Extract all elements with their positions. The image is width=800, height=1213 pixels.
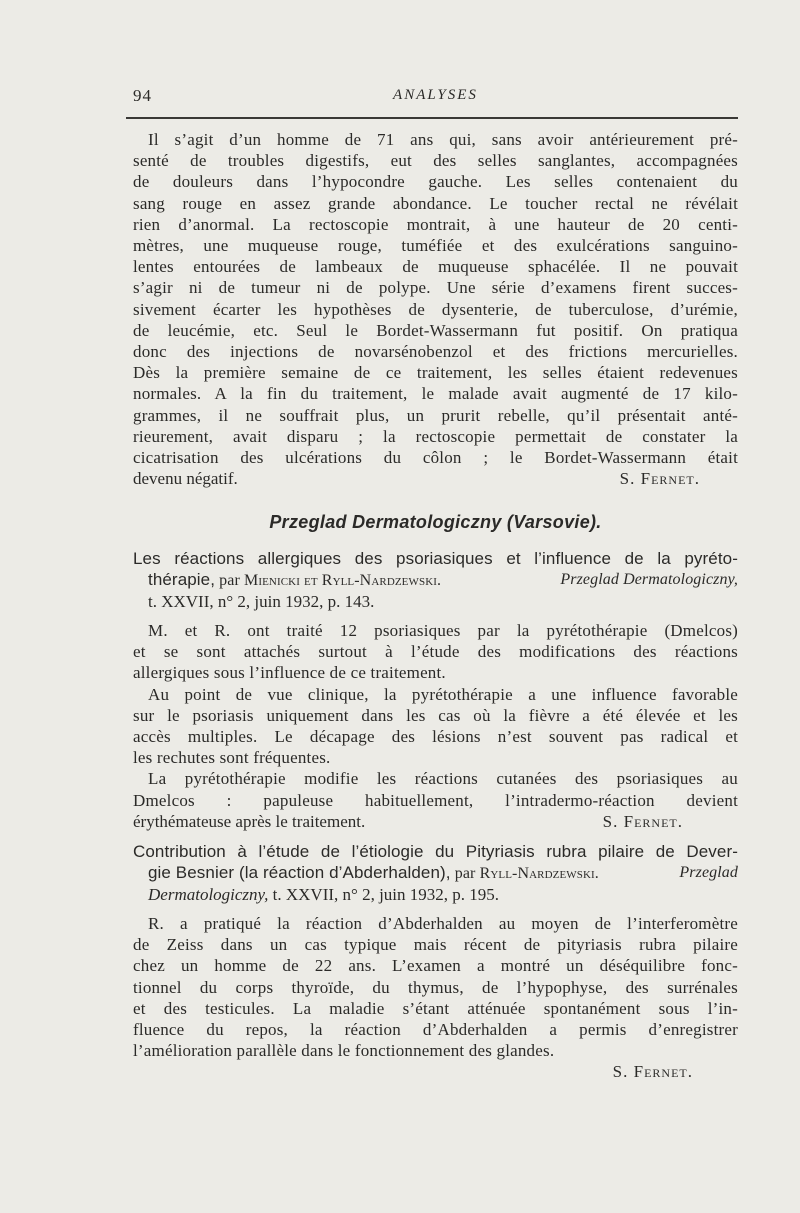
signature: S. Fernet. — [619, 469, 700, 489]
text-line: grammes, il ne souffrait plus, un prurit rebelle, qu’il présentait anté- — [133, 405, 738, 425]
article-title-line: Les réactions allergiques des psoriasiques et l’influence de la pyréto- — [133, 549, 738, 568]
text-line: La pyrétothérapie modifie les réactions cutanées des psoriasiques au — [148, 769, 738, 789]
signature: S. Fernet. — [612, 1062, 693, 1082]
text-line: Il s’agit d’un homme de 71 ans qui, sans avoir antérieurement pré- — [148, 130, 738, 149]
text-line: de Zeiss dans un cas typique mais récent de pityriasis rubra pilaire — [133, 935, 738, 955]
page-number: 94 — [133, 86, 152, 105]
closing-text: érythémateuse après le traitement. — [133, 811, 366, 831]
third-article-closing — [133, 1061, 738, 1082]
journal-ref: Przeglad — [679, 864, 738, 881]
text-line: de leucémie, etc. Seul le Bordet-Wassermann fut positif. On pratiqua — [133, 320, 738, 340]
journal-ref: Dermatologiczny, — [148, 885, 269, 904]
text-line: tionnel du corps thyroïde, du thymus, de l’hypophyse, des surrénales — [133, 977, 738, 997]
article-authors: Ryll-Nardzewski. — [479, 865, 599, 882]
text-line: de douleurs dans l’hypocondre gauche. Les selles contenaient du — [133, 172, 738, 192]
paragraph — [133, 768, 738, 810]
closing-text: devenu négatif. — [133, 469, 238, 489]
volume-ref: t. XXVII, n° 2, juin 1932, p. 195. — [268, 885, 500, 904]
text-line: senté de troubles digestifs, eut des selles sanglantes, accompagnées — [133, 151, 738, 171]
third-article — [133, 841, 738, 1083]
signature: S. Fernet. — [602, 811, 683, 831]
text-line: Dmelcos : papuleuse habituellement, l’intradermo-réaction devient — [133, 790, 738, 810]
article-authors: Mienicki et Ryll-Nardzewski. — [244, 572, 442, 589]
text-line: rien d’anormal. La rectoscopie montrait, à une hauteur de 20 centi- — [133, 214, 738, 234]
text-line: cicatrisation des ulcérations du côlon ; le Bordet-Wassermann était — [133, 448, 738, 468]
text-line: chez un homme de 22 ans. L’examen a montré un déséquilibre fonc- — [133, 956, 738, 976]
article-title-line — [133, 569, 738, 591]
text-line: Dès la première semaine de ce traitement, les selles étaient redevenues — [133, 363, 738, 383]
first-article-closing — [133, 468, 738, 489]
text-line: fluence du repos, la réaction d’Abderhalden a permis d’enregistrer — [133, 1020, 738, 1040]
second-article-closing — [133, 811, 738, 832]
first-article — [133, 129, 738, 489]
by-word: par — [215, 572, 244, 589]
text-line: et des testicules. La maladie s’étant atténuée spontanément sous l’in- — [133, 998, 738, 1018]
article-title-line: Contribution à l’étude de l’étiologie du Pityriasis rubra pilaire de Dever- — [133, 842, 738, 861]
text-line: R. a pratiqué la réaction d’Abderhalden au moyen de l’interferomètre — [148, 914, 738, 933]
paragraph-last-line: les rechutes sont fréquentes. — [133, 748, 331, 768]
text-line: sivement écarter les hypothèses de dysenterie, de tuberculose, d’urémie, — [133, 299, 738, 319]
text-line: Au point de vue clinique, la pyrétothérapie a une influence favorable — [148, 684, 738, 704]
text-line: sur le psoriasis uniquement dans les cas où la fièvre a été élevée et les — [133, 705, 738, 725]
first-article-body — [133, 129, 738, 468]
paragraph-last-line: allergiques sous l’influence de ce traitement. — [133, 663, 446, 683]
paragraph-last-line: l’amélioration parallèle dans le fonctionnement des glandes. — [133, 1041, 555, 1061]
article-title-end: gie Besnier (la réaction d’Abderhalden), — [148, 863, 451, 882]
by-word: par — [450, 865, 480, 882]
article-abstract — [133, 913, 738, 1083]
text-line: sang rouge en assez grande abondance. Le toucher rectal ne révélait — [133, 193, 738, 213]
paragraph — [133, 913, 738, 1040]
article-title-end: thérapie, — [148, 570, 216, 589]
article-title-line — [133, 862, 738, 884]
text-line: lentes entourées de lambeaux de muqueuse sphacélée. Il ne pouvait — [133, 257, 738, 277]
text-line: s’agir ni de tumeur ni de polype. Une série d’examens firent succes- — [133, 278, 738, 298]
text-line: M. et R. ont traité 12 psoriasiques par la pyrétothérapie (Dmelcos) — [148, 621, 738, 640]
text-line: donc des injections de novarsénobenzol et des frictions mercurielles. — [133, 342, 738, 362]
journal-ref: Przeglad Dermatologiczny, — [560, 571, 738, 588]
text-line: accès multiples. Le décapage des lésions n’est souvent pas radical et — [133, 727, 738, 747]
second-article — [133, 548, 738, 832]
article-reference — [133, 884, 738, 905]
journal-section-title: Przeglad Dermatologiczny (Varsovie). — [269, 512, 602, 532]
text-line: mètres, une muqueuse rouge, tuméfiée et des exulcérations sanguino- — [133, 236, 738, 256]
paragraph — [133, 620, 738, 662]
article-reference: t. XXVII, n° 2, juin 1932, p. 143. — [148, 592, 375, 611]
text-line: rieurement, avait disparu ; la rectoscopie permettait de constater la — [133, 426, 738, 446]
running-head: ANALYSES — [393, 87, 478, 103]
text-line: normales. A la fin du traitement, le malade avait augmenté de 17 kilo- — [133, 384, 738, 404]
article-abstract — [133, 620, 738, 832]
text-line: et se sont attachés surtout à l’étude des modifications des réactions — [133, 642, 738, 662]
page-header — [133, 84, 738, 110]
paragraph — [133, 684, 738, 748]
header-rule — [126, 117, 738, 119]
